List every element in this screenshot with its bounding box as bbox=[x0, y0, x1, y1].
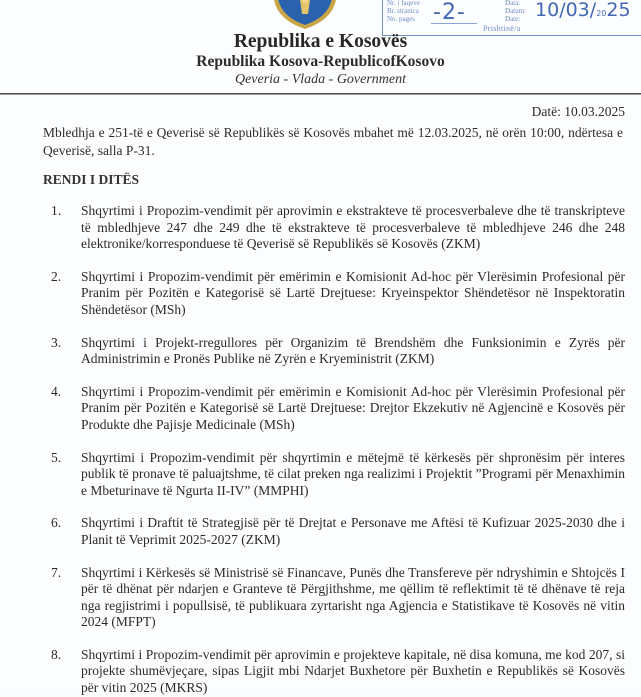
agenda-item-text: Shqyrtimi i Propozim-vendimit për aprovimin e projekteve kapitale, në disa komuna, me kod 207, si projekte shumëvjeçare, sipas Ligjit mbi Ndarjet Buxhetore për Buxhetin e Republikës së Kosovës për vitin 2025 (MKRS) bbox=[81, 646, 625, 696]
agenda-list bbox=[43, 203, 625, 697]
document-date bbox=[532, 104, 625, 120]
stamp-underline bbox=[431, 23, 477, 24]
agenda-item bbox=[43, 450, 625, 500]
stamp-page-number: -2- bbox=[433, 0, 466, 25]
agenda-item-text: Shqyrtimi i Draftit të Strategjisë për të Drejtat e Personave me Aftësi të Kufizuar 2025-2030 dhe i Planit të Veprimit 2025-2027 (ZKM) bbox=[81, 515, 625, 547]
header-government: Qeveria - Vlada - Government bbox=[234, 72, 407, 87]
stamp-date-labels bbox=[505, 0, 526, 23]
stamp-label: Date: bbox=[505, 15, 521, 23]
stamp-date-day: 10 bbox=[535, 0, 560, 21]
stamp-label: Br. stranica bbox=[387, 7, 419, 15]
stamp-date-century: 20 bbox=[596, 9, 607, 18]
header-subtitle: Republika Kosova-RepublicofKosovo bbox=[196, 53, 445, 70]
agenda-item-text: Shqyrtimi i Propozim-vendimit për aprovimin e ekstrakteve të procesverbaleve dhe të transkripteve të mbledhjeve 247 dhe 249 dhe të ekstrakteve të procesverbaleve të mbledhjeve 246 dhe 248 elektronike/korresponduese të Qeverisë së Republikës së Kosovës (ZKM) bbox=[81, 203, 625, 252]
agenda-item-number: 1. bbox=[51, 203, 62, 218]
stamp-label: Data: bbox=[505, 0, 521, 7]
stamp-date-year: 25 bbox=[606, 0, 631, 21]
stamp-label: No. pages bbox=[387, 15, 415, 23]
date-value: 10.03.2025 bbox=[564, 104, 625, 119]
stamp-label: Datum: bbox=[505, 7, 526, 15]
header-divider bbox=[0, 93, 641, 95]
meeting-intro: Mbledhja e 251-të e Qeverisë së Republikës së Kosovës mbahet më 12.03.2025, në orën 10:00, ndërtesa e Qeverisë, salla P-31. bbox=[43, 125, 623, 158]
agenda-item-text: Shqyrtimi i Kërkesës së Ministrisë së Financave, Punës dhe Transfereve për ndryshimin e Shtojcës I për të dhënat për ndarjen e Granteve të Përgjithshme, me qëllim të reflektimit të të dhënave të reja nga regjistrimi i popullsisë, të publikuara zyrtarisht nga Agjencia e Statistikave të Kosovës në vitin 2024 (MFPT) bbox=[81, 564, 625, 630]
stamp-city: Prishtinë/a bbox=[483, 24, 521, 33]
date-label: Datë: bbox=[531, 104, 561, 119]
agenda-item-number: 3. bbox=[51, 334, 62, 350]
agenda-item-text: Shqyrtimi i Propozim-vendimit për shqyrtimin e mëtejmë të kërkesës për shpronësim për interes publik të pronave të paluajtshme, të cilat preken nga realizimi i Projektit ”Programi për Menaxhimin e Mbeturinave të Ngurta II-IV” (MMPHI) bbox=[81, 449, 625, 498]
agenda-item-number: 6. bbox=[51, 515, 62, 531]
agenda-item-number: 2. bbox=[51, 268, 62, 284]
agenda-item bbox=[43, 647, 625, 697]
agenda-item-text: Shqyrtimi i Propozim-vendimit për emërimin e Komisionit Ad-hoc për Vlerësimin Profesional për Pranim për Pozitën e Kategorisë së Lartë Drejtuese: Kryeinspektor Shëndetësor në Inspektoratin Shëndetësor (MSh) bbox=[81, 268, 625, 317]
coat-of-arms-icon bbox=[272, 0, 338, 30]
agenda-item-number: 4. bbox=[51, 383, 62, 399]
agenda-item-number: 5. bbox=[51, 449, 62, 465]
agenda-item-text: Shqyrtimi i Projekt-rregullores për Organizim të Brendshëm dhe Funksionimin e Zyrës për Administrimin e Pronës Publike në Zyrën e Kryeministrit (ZKM) bbox=[81, 334, 625, 367]
header-title: Republika e Kosovës bbox=[233, 31, 408, 52]
stamp-label: Nr. i faqeve bbox=[387, 0, 420, 7]
agenda-item bbox=[43, 565, 625, 631]
section-title: RENDI I DITËS bbox=[43, 172, 140, 187]
stamp-page-labels bbox=[387, 0, 420, 23]
agenda-item bbox=[43, 384, 625, 434]
stamp-date-month: 03 bbox=[565, 0, 590, 21]
agenda-item bbox=[43, 269, 625, 319]
agenda-item-text: Shqyrtimi i Propozim-vendimit për emërimin e Komisionit Ad-hoc për Vlerësimin Profesional për Pranim për Pozitën e Kategorisë së Lartë Drejtuese: Drejtor Ekzekutiv në Agjencinë e Kosovës për Produkte dhe Pajisje Medicinale (MSh) bbox=[81, 383, 625, 432]
stamp-date: 10/03/2025 bbox=[535, 0, 631, 21]
agenda-item-number: 7. bbox=[51, 564, 62, 580]
agenda-item bbox=[43, 335, 625, 368]
agenda-item bbox=[43, 515, 625, 548]
agenda-item-number: 8. bbox=[51, 646, 62, 662]
agenda-item bbox=[43, 203, 625, 253]
